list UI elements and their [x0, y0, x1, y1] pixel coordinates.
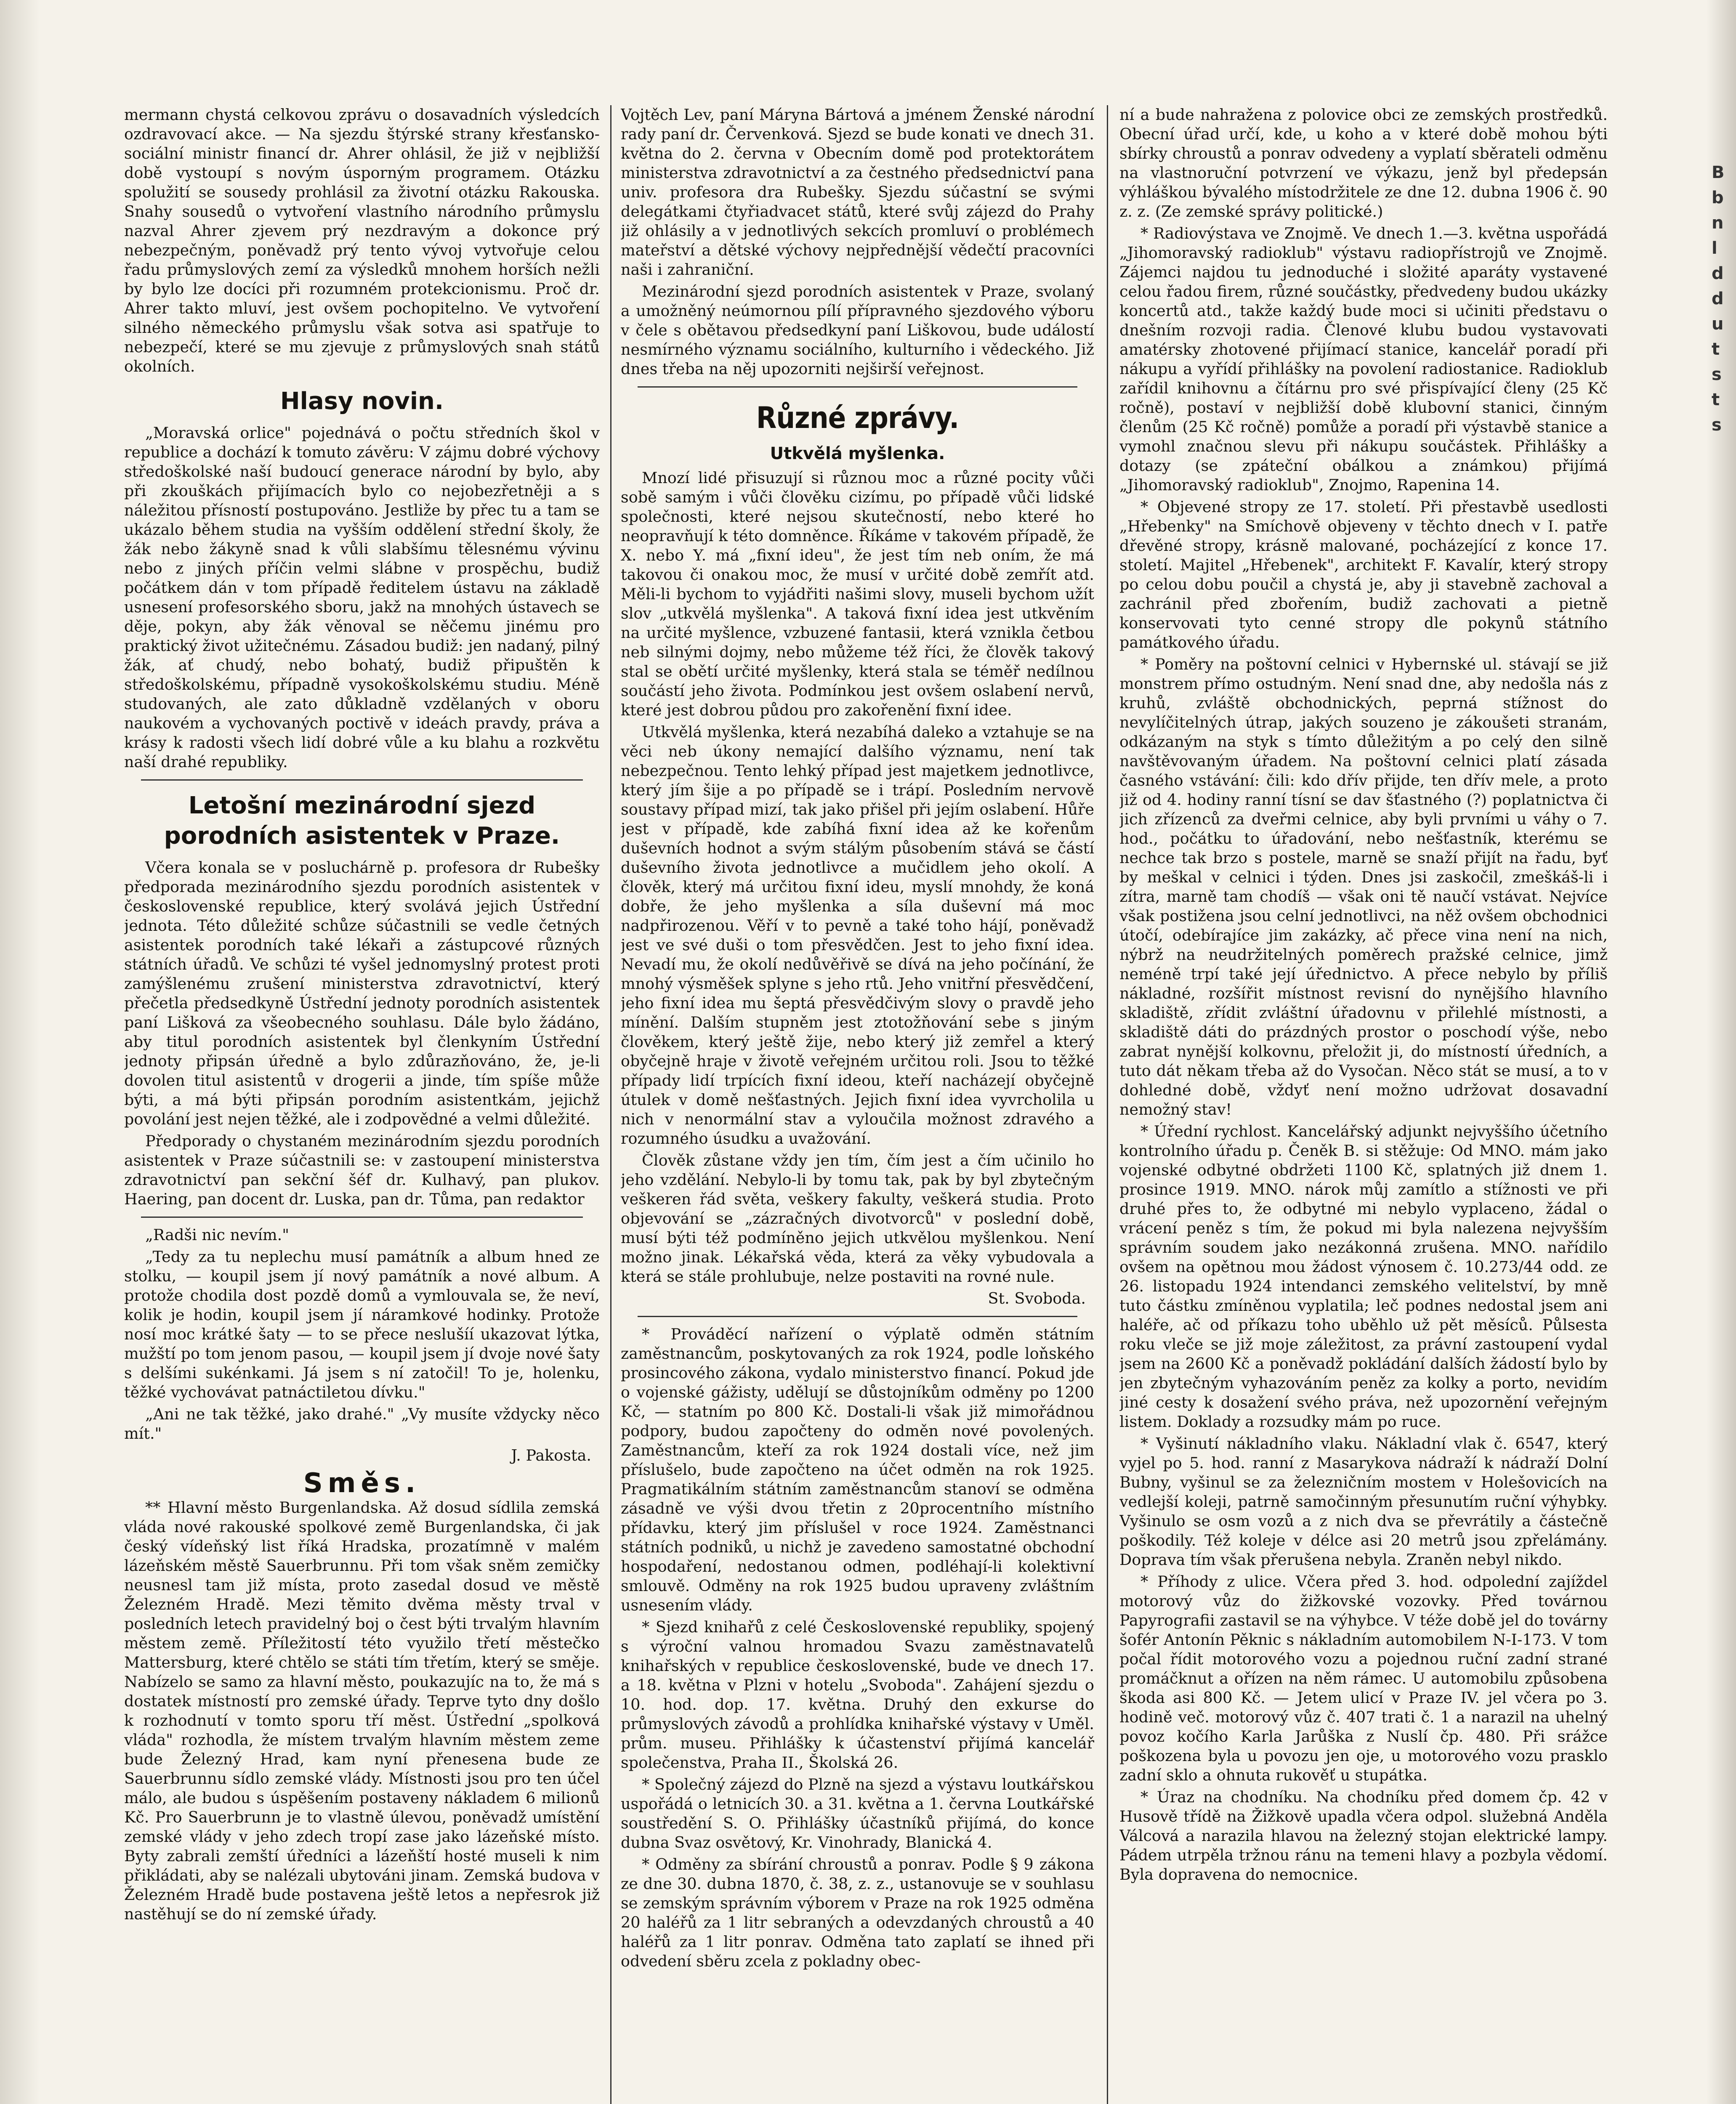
news-item: * Poměry na poštovní celnici v Hybernské ul. stávají se již monstrem přímo ostudným. Není snad dne, aby nedošla nás z kruhů, zvláště obchodnických, peprná stížnost do nevylíčitelných útrap, jakých souzeno je zákoušeti stranám, odkázaným na styk s tímto důležitým a po celý den silně navštěvovaným úřadem. Na poštovní celnici platí zásada časného vstávání: čili: kdo dřív přijde, ten dřív mele, a proto již od 4. hodiny ranní tísní se dav šťastného (?) poplatnictva či jich zřízenců za dveřmi celnice, aby byli prvními u váhy o 7. hod., počátku to úřadování, nebo nešťastník, kterému se nechce tak brzo s postele, marně se snaží přijít na řadu, byť by meškal v celnici i týden. Dnes jsi zaskočil, zmeškáš-li i zítra, marně tam chodíš — však oni tě naučí vstávat. Nejvíce však postižena jsou celní jednotlivci, na něž ovšem obchodnici útočí, odebírajíce jim zakázky, ač přece vina není na nich, nýbrž na neudržitelných poměrech pražské celnice, jimž neméně trpí také její úřednictvo. A přece nebylo by příliš nákladné, rozšířit místnost revisní do nynějšího hlavního skladiště, zřídit zvláštní úřadovnu v přilehlé místnosti, a skladiště dáti do prázdných prostor o poschodí výše, nebo zabrat nynější kolkovnu, přeložit ji, do místností úředních, a tuto dát někam třeba až do Vysočan. Něco stát se musí, a to v dohledné době, vždyť není možno udržovat dosavadní nemožný stav!	[1119, 655, 1608, 1118]
section-heading-ruzne-zpravy: Různé zprávy.	[756, 401, 959, 435]
author-signature: St. Svoboda.	[988, 1289, 1086, 1307]
article-subheading: Utkvělá myšlenka.	[770, 444, 945, 463]
news-item: * Vyšinutí nákladního vlaku. Nákladní vlak č. 6547, který vyjel po 5. hod. ranní z Masarykova nádraží k nádraží Dolní Bubny, vyšinul se za železničním mostem v Holešovicích na vedlejší koleji, patrně samočinným přesunutím ruční výhybky. Vyšinulo se osm vozů a z nich dva se převrátily a částečně poškodily. Též koleje v délce asi 20 metrů jsou zpřelámány. Doprava tím však přerušena nebyla. Zraněn nebyl nikdo.	[1119, 1435, 1608, 1569]
column-1	[124, 105, 600, 2104]
column-3	[1119, 105, 1608, 2104]
article-text: „Radši nic nevím."	[145, 1226, 289, 1244]
news-item: * Příhody z ulice. Včera před 3. hod. odpolední zajíždel motorový vůz do žižkovské vozovky. Před továrnou Papyrografii zastavil se na výhybce. V téže době jel do továrny šofér Antonín Pěknic s nákladním automobilem N-I-173. V tom počal řídit motorového vozu a pojednou ruční zadní strané promáčknut a ořízen na něm rámec. U automobilu způsobena škoda asi 800 Kč. — Jetem ulicí v Praze IV. jel včera po 3. hodině več. motorový vůz č. 407 trati č. 1 a narazil na uhelný povoz kočího Karla Jarůška z Nuslí čp. 480. Při srážce poškozena byla u povozu jen oje, u motorového vozu prasklo zadní sklo a ohnuta rukověť u stupátka.	[1119, 1573, 1608, 1784]
article-text: ** Hlavní město Burgenlandska. Až dosud sídlila zemská vláda nové rakouské spolkové země Burgenlandska, či jak český vídeňský list říká Hradska, prozatímně v malém lázeňském městě Sauerbrunnu. Při tom však sněm zemičky neusnesl tam již místa, proto zasedal dosud ve městě Železném Hradě. Mezi těmito dvěma městy trval v posledních letech pravidelný boj o čest býti trvalým hlavním městem země. Příležitostí této využilo třetí městečko Mattersburg, které chtělo se státi tím třetím, který se směje. Nabízelo se samo za hlavní město, poukazujíc na to, že má s dostatek místností pro zemské úřady. Teprve tyto dny došlo k rozhodnutí v tomto sporu tří měst. Ústřední „spolková vláda" rozhodla, že místem trvalým hlavním městem zeme bude Železný Hrad, kam nyní přenesena bude ze Sauerbrunnu sídlo zemské vlády. Místnosti jsou pro ten účel málo, ale budou s úspěšením postaveny nákladem 6 milionů Kč. Pro Sauerbrunn je to vlastně úlevou, poněvadž umístění zemské vlády v jeho zdech tropí zase jako lázeňské místo. Byty zabrali zemští úředníci a lázeňští hosté museli k nim přikládati, aby se nalézali ubytováni jinam. Zemská budova v Železném Hradě bude postavena ještě letos a nepřesrok již nastěhují se do ní zemské úřady.	[124, 1498, 600, 1923]
news-item: * Úraz na chodníku. Na chodníku před domem čp. 42 v Husově třídě na Žižkově upadla včera odpol. služebná Anděla Válcová a narazila hlavou na železný stojan elektrické lampy. Pádem utrpěla tržnou ránu na temeni hlavy a pozbyla vědomí. Byla dopravena do nemocnice.	[1119, 1788, 1608, 1884]
article-text: Utkvělá myšlenka, která nezabíhá daleko a vztahuje se na věci neb úkony nemající dalšího významu, není tak nebezpečnou. Tento lehký případ jest majetkem jednotlivce, který jím šije a po případě se i trápí. Posledním nervově soustavy případ mizí, tak jako přišel při jejím oslabení. Hůře jest v případě, kde zabíhá fixní idea až ke kořenům duševních hodnot a svým stálým působením stává se částí duševního života jednotlivce a mučidlem jeho okolí. A člověk, který má určitou fixní ideu, myslí mnohdy, že koná dobře, že jeho myšlenka a síla duševní má moc nadpřirozenou. Věří v to pevně a také toho hájí, poněvadž jest ve své duši o tom přesvědčen. Jest to jeho fixní idea. Nevadí mu, že okolí nedůvěřivě se dívá na jeho počínání, že mnohý výsměšek splyne s jeho rtů. Jeho vnitřní přesvědčení, jeho fixní idea mu šeptá přesvědčivým slovy o pravdě jeho mínění. Dalším stupněm jest ztotožňování sebe s jiným člověkem, který ještě žije, nebo který již zemřel a který obyčejně hraje v životě veřejném určitou roli. Jsou to těžké případy lidí trpících fixní ideou, kteří nacházejí obyčejně útulek v domě nešťastných. Jejich fixní idea vyvrcholila u nich v nenormální stav a vyloučila možnost zdravého a rozumného úsudku a uvažování.	[621, 723, 1094, 1148]
article-text: „Moravská orlice" pojednává o počtu středních škol v republice a dochází k tomuto závěru: V zájmu dobré výchovy středoškolské naší budoucí generace národní by bylo, aby při zkouškách přijímacích bylo co nejobezřetněji a s náležitou přísností postupováno. Jestliže by přec tu a tam se ukázalo během studia na vyšším oddělení střední školy, že žák nebo žákyně snad k vůli slabšímu tělesnému vývinu nebo z jiných příčin velmi slábne v prospěchu, budiž počátkem dán v tom případě ředitelem ústavu na základě usnesení profesorského sboru, jakž na mnohých ústavech se děje, pokyn, aby žák věnoval se něčemu jinému pro praktický život užitečnému. Zásadou budiž: jen nadaný, pilný žák, ať chudý, nebo bohatý, budiž připuštěn k středoškolskému, případně vysokoškolskému studiu. Méně studovaných, ale zato důkladně vzdělaných v oboru naukovém a vychovaných poctivě v ideách pravdy, práva a krásy k radosti všech lidí dobré vůle a ku blahu a rozkvětu naší drahé republiky.	[124, 424, 600, 771]
article-text: Včera konala se v posluchárně p. profesora dr Rubešky předporada mezinárodního sjezdu porodních asistentek v československé republice, který svolává jejich Ústřední jednota. Této důležité schůze súčastnili se vedle četných asistentek porodních také lékaři a zástupcové různých státních úřadů. Ve schůzi té vyšel jednomyslný protest proti zamýšlenému zrušení ministerstva zdravotnictví, který přečetla předsedkyně Ústřední jednoty porodních asistentek paní Lišková za všeobecného souhlasu. Dále bylo žádáno, aby titul porodních asistentek byl členkyním Ústřední jednoty připsán úředně a bylo zdůrazňováno, že, je-li dovolen titul asistentů v drogerii a jinde, tím spíše může býti, a má býti připsán porodním asistentkám, jejichž povolání jest nejen těžké, ale i zodpovědné a velmi důležité.	[124, 858, 600, 1128]
section-heading-smes: Směs.	[303, 1468, 421, 1499]
article-text: Předporady o chystaném mezinárodním sjezdu porodních asistentek v Praze súčastnili se: v zastoupení ministerstva zdravotnictví pan sekční šéf dr. Kulhavý, pan plukov. Haering, pan docent dr. Luska, pan dr. Tůma, pan redaktor	[124, 1132, 600, 1208]
article-text: „Ani ne tak těžké, jako drahé." „Vy musíte vždycky něco mít."	[124, 1405, 600, 1443]
column-rule-1	[610, 105, 611, 2104]
scan-right-edge	[1707, 0, 1736, 2104]
section-heading-hlasy-novin: Hlasy novin.	[280, 388, 444, 415]
column-rule-2	[1107, 105, 1108, 2104]
news-item: * Sjezd knihařů z celé Československé republiky, spojený s výroční valnou hromadou Svazu zaměstnavatelů knihařských v republice československé, bude ve dnech 17. a 18. května v Plzni v hotelu „Svoboda". Zahájení sjezdu o 10. hod. dop. 17. května. Druhý den exkurse do průmyslových závodů a prohlídka knihařské výstavy v Uměl. prům. museu. Přihlášky k účastenství přijímá kancelář společenstva, Praha II., Školská 26.	[621, 1618, 1094, 1772]
news-item: * Úřední rychlost. Kancelářský adjunkt nejvyššího účetního kontrolního úřadu p. Čeněk B. si stěžuje: Od MNO. mám jako vojenské odbytné obdržeti 1100 Kč, splatných již dnem 1. prosince 1919. MNO. nárok můj zamítlo a stížnosti ve při druhé přes to, že odbytné mi nebylo vyplaceno, žádal o vrácení peněz s tím, že pokud mi byla nalezena nejvyšším správním soudem jako nezákonná zrušena. MNO. nařídilo ovšem na opětnou mou žádost výnosem č. 10.273/44 odd. ze 26. listopadu 1924 intendanci zemského velitelství, by mně tuto částku zmíněnou vyplatila; leč podnes nedostal jsem ani haléře, ač od příkazu toho uběhlo už pět měsíců. Půlsesta roku vleče se již moje záležitost, za právní zastoupení vydal jsem na 2600 Kč a poněvadž pokládání dalších žádostí bylo by jen zbytečným vyhazováním peněz za kolky a porto, nevidím jiné cesty k dosažení svého práva, než upozornění veřejným listem. Doklady a rozsudky mám po ruce.	[1119, 1122, 1608, 1431]
divider	[141, 1217, 583, 1218]
divider	[638, 1316, 1077, 1317]
author-signature: J. Pakosta.	[511, 1446, 591, 1464]
news-item: * Odměny za sbírání chroustů a ponrav. Podle § 9 zákona ze dne 30. dubna 1870, č. 38, z. z., ustanovuje se v souhlasu se zemským správním výborem v Praze na rok 1925 odměna 20 haléřů za 1 litr sebraných a odevzdaných chroustů a 40 haléřů za 1 litr ponrav. Odměna tato zaplatí se ihned při odvedení sběru zcela z pokladny obec-	[621, 1855, 1094, 1970]
article-text: Mezinárodní sjezd porodních asistentek v Praze, svolaný a umožněný neúmornou pílí přípravného sjezdového výboru v čele s obětavou předsedkyní paní Liškovou, bude událostí nesmírného významu sociálního, kulturního i vědeckého. Již dnes třeba na něj upozorniti nejširší veřejnost.	[621, 282, 1094, 378]
article-text: Člověk zůstane vždy jen tím, čím jest a čím učinilo ho jeho vzdělání. Nebylo-li by tomu tak, pak by byl zbytečným veškeren řád světa, veškery fakulty, veškerá studia. Proto objevování se „zázračných divotvorců" v poslední době, musí býti též podmíněno jejich utkvělou myšlenkou. Není možno jinak. Lékařská věda, která za věky vybudovala a která se stále prohlubuje, nelze postaviti na rovné nule.	[621, 1151, 1094, 1286]
news-item: ní a bude nahražena z polovice obci ze zemských prostředků. Obecní úřad určí, kde, u koho a v které době mohou býti sbírky chroustů a ponrav odvedeny a vyplatí sběrateli odměnu na vlastnoruční potvrzení ve výkazu, jenž byl předepsán výhláškou bývalého místodržitele ze dne 12. dubna 1906 č. 90 z. z. (Ze zemské správy politické.)	[1119, 106, 1608, 220]
news-item: * Objevené stropy ze 17. století. Při přestavbě usedlosti „Hřebenky" na Smíchově objeveny v těchto dnech v I. patře dřevěné stropy, krásně malované, pocházející z konce 17. století. Majitel „Hřebenek", architekt F. Kavalír, který stropy po celou dobu poučil a chystá je, aby ji stavebně zachoval a zachránil před zbořením, budiž zachovati a pietně konservovati tyto cenné stropy dle pokynů státního památkového úřadu.	[1119, 498, 1608, 651]
article-text: Vojtěch Lev, paní Máryna Bártová a jménem Ženské národní rady paní dr. Červenková. Sjezd se bude konati ve dnech 31. května do 2. června v Obecním domě pod protektorátem ministerstva zdravotnictví a za čestného předsednictví pana univ. profesora dra Rubešky. Sjezdu súčastní se svými delegátkami čtyřiadvacet států, které svůj zájezd do Prahy již ohlásily a v jednotlivých sekcích promluví o problémech mateřství a dětské výchovy nejpřednější vědečtí pracovníci naši i zahraniční.	[621, 106, 1094, 279]
article-heading-sjezd: Letošní mezinárodní sjezd porodních asistentek v Praze.	[164, 792, 560, 850]
column-2	[621, 105, 1094, 2104]
divider	[638, 386, 1077, 388]
article-text: mermann chystá celkovou zprávu o dosavadních výsledcích ozdravovací akce. — Na sjezdu štýrské strany křesťansko-sociální ministr financí dr. Ahrer ohlásil, že již v nejbližší době vystoupí s novým úsporným programem. Otázku spolužití se sousedy prohlásil za životní otázku Rakouska. Snahy sousedů o vytvoření vlastního národního průmyslu nazval Ahrer zjevem prý nezdravým a dokonce prý nebezpečným, poněvadž prý tento vývoj vytvořuje celou řadu průmyslových zemí za výsledků mnohem horších nežli by bylo lze docíci při rozumném protekcionismu. Proč dr. Ahrer takto mluví, jest ovšem pochopitelno. Ve vytvoření silného německého průmyslu však sotva asi spatřuje to nebezpečí, které se mu zjevuje z průmyslových snah států okolních.	[124, 106, 600, 375]
article-text: „Tedy za tu neplechu musí památník a album hned ze stolku, — koupil jsem jí nový památník a nové album. A protože chodila dost pozdě domů a vymlouvala se, že neví, kolik je hodin, koupil jsem jí náramkové hodinky. Protože nosí moc krátké šaty — to se přece neslušíí ukazovat lýtka, mužští po tom jenom pasou, — koupil jsem jí dvoje nové šaty s delšími sukénkami. Já jsem s ní zatočil! To je, holenku, těžké vychovávat patnáctiletou dívku."	[124, 1248, 600, 1401]
scan-left-edge	[0, 0, 40, 2104]
news-item: * Radiovýstava ve Znojmě. Ve dnech 1.—3. května uspořádá „Jihomoravský radioklub" výstavu radiopřístrojů ve Znojmě. Zájemci najdou tu jednoduché i složité aparáty vystavené celou řadou firem, různé součástky, předvedeny budou ukázky koncertů atd., takže každý bude moci si učiniti představu o dnešním rozvoji radia. Členové klubu budou vystavovati amatérsky zhotovené přijímací stanice, kancelář poradí při nákupu a vyřídí přihlášky na povolení radiostanice. Radioklub zařídil knihovnu a čítárnu pro své přispívající členy (25 Kč ročně), postaví v nejbližší době klubovní stanici, činným členům (25 Kč ročně) pomůže a poradí při výstavbě stanice a vymohl značnou slevu při nákupu součástek. Přihlášky a dotazy (se zpáteční obálkou a známkou) přijímá „Jihomoravský radioklub", Znojmo, Rapenina 14.	[1119, 224, 1608, 494]
news-item: * Prováděcí nařízení o výplatě odměn státním zaměstnancům, poskytovaných za rok 1924, podle loňského prosincového zákona, vydalo ministerstvo financí. Pokud jde o vojenské gážisty, udělují se důstojníkům odměny po 1200 Kč, — statním po 800 Kč. Dostali-li však již mimořádnou podpory, budou započteny do odměn nové povolených. Zaměstnancům, kteří za rok 1924 dostali více, než jim příslušelo, bude započteno na účet odměn na rok 1925. Pragmatikálním státním zaměstnancům stanoví se odměna zásadně ve výši dvou třetin z 20procentního místního přídavku, který jim příslušel v roce 1924. Zaměstnanci státních podniků, u nichž je zavedeno samostatné obchodní hospodaření, nedostanou odmen, podléhají-li kolektivní smlouvě. Odměny na rok 1925 budou upraveny zvláštním usnesením vlády.	[621, 1325, 1094, 1614]
news-item: * Společný zájezd do Plzně na sjezd a výstavu loutkářskou uspořádá o letnicích 30. a 31. května a 1. června Loutkářské soustředění S. O. Přihlášky účastníků přijímá, do konce dubna Svaz osvětový, Kr. Vinohrady, Blanická 4.	[621, 1775, 1094, 1852]
article-text: Mnozí lidé přisuzují si různou moc a různé pocity vůči sobě samým i vůči člověku cizímu, po případě vůči lidské společnosti, které nejsou skutečností, nebo které ho neopravňují k této domněnce. Říkáme v takovém případě, že X. nebo Y. má „fixní ideu", že jest tím neb oním, že má takovou či onakou moc, že musí v určité době zemřít atd. Měli-li bychom to vyjádřiti našimi slovy, museli bychom užít slov „utkvělá myšlenka". A taková fixní idea jest utkvěním na určité myšlence, vzbuzené fantasii, která vznikla četbou neb silnými dojmy, nebo můžeme též říci, že člověk takový stal se obětí určité myšlenky, která stala se téměř nedílnou součástí jeho života. Podmínkou jest ovšem oslabení nervů, které jest dobrou půdou pro zakořenění fixní idee.	[621, 469, 1094, 719]
adjacent-page-fragment: B b n l d d u t s t s	[1712, 163, 1725, 435]
divider	[141, 779, 583, 781]
